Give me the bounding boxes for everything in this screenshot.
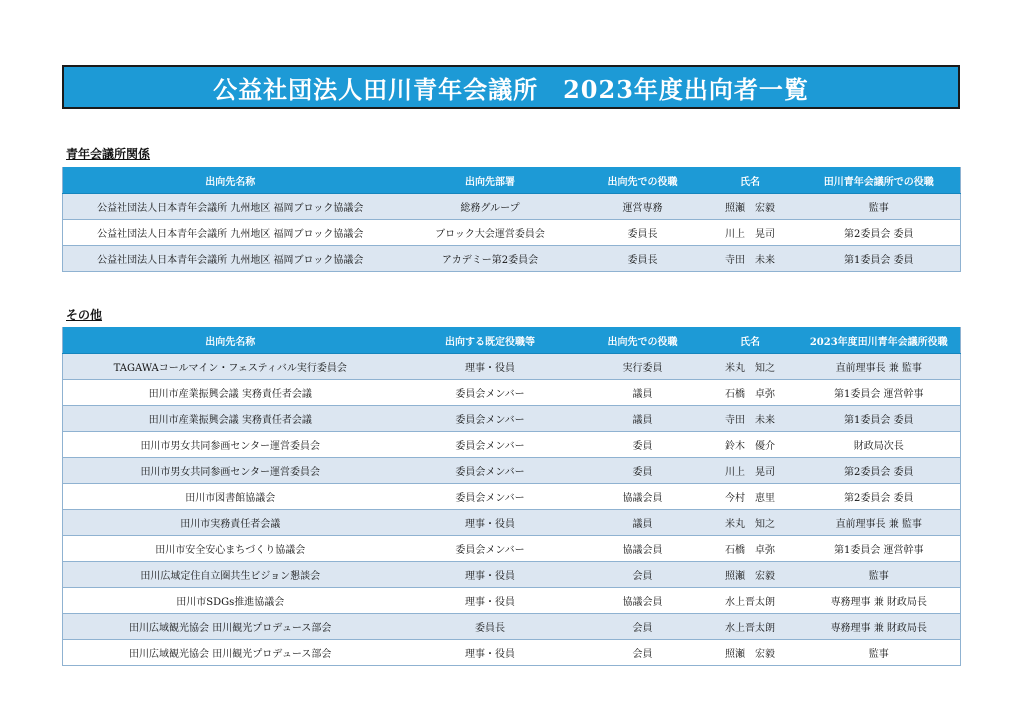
- cell-role: 委員長: [583, 246, 703, 272]
- table-other-assignments: [62, 327, 961, 666]
- cell-org-name: TAGAWAコールマイン・フェスティバル実行委員会: [63, 354, 398, 380]
- cell-department: ブロック大会運営委員会: [398, 220, 583, 246]
- cell-department: 理事・役員: [398, 354, 583, 380]
- cell-role: 実行委員: [583, 354, 703, 380]
- cell-member-name: 水上晋太朗: [703, 614, 798, 640]
- table-row: [63, 194, 961, 220]
- table-row: [63, 484, 961, 510]
- table-header-row: [63, 167, 961, 194]
- cell-jc-role: 第2委員会 委員: [798, 220, 961, 246]
- cell-org-name: 田川市SDGs推進協議会: [63, 588, 398, 614]
- cell-member-name: 照瀬 宏毅: [703, 640, 798, 666]
- cell-member-name: 川上 晃司: [703, 458, 798, 484]
- cell-jc-role: 直前理事長 兼 監事: [798, 510, 961, 536]
- cell-department: 委員会メンバー: [398, 484, 583, 510]
- cell-org-name: 公益社団法人日本青年会議所 九州地区 福岡ブロック協議会: [63, 246, 398, 272]
- cell-member-name: 照瀬 宏毅: [703, 562, 798, 588]
- page-title: 公益社団法人田川青年会議所 2023年度出向者一覧: [62, 65, 960, 109]
- cell-org-name: 田川市男女共同参画センター運営委員会: [63, 458, 398, 484]
- cell-member-name: 寺田 未来: [703, 406, 798, 432]
- cell-jc-role: 監事: [798, 640, 961, 666]
- cell-jc-role: 第1委員会 委員: [798, 246, 961, 272]
- cell-jc-role: 直前理事長 兼 監事: [798, 354, 961, 380]
- cell-org-name: 田川市図書館協議会: [63, 484, 398, 510]
- cell-department: 委員会メンバー: [398, 380, 583, 406]
- table-row: [63, 458, 961, 484]
- cell-org-name: 公益社団法人日本青年会議所 九州地区 福岡ブロック協議会: [63, 194, 398, 220]
- cell-jc-role: 第1委員会 運営幹事: [798, 380, 961, 406]
- cell-jc-role: 第1委員会 運営幹事: [798, 536, 961, 562]
- cell-department: 委員長: [398, 614, 583, 640]
- table-row: [63, 640, 961, 666]
- cell-member-name: 今村 恵里: [703, 484, 798, 510]
- cell-member-name: 米丸 知之: [703, 510, 798, 536]
- column-header-role: 出向先での役職: [583, 327, 703, 354]
- cell-department: 委員会メンバー: [398, 406, 583, 432]
- cell-member-name: 石橋 卓弥: [703, 536, 798, 562]
- cell-org-name: 公益社団法人日本青年会議所 九州地区 福岡ブロック協議会: [63, 220, 398, 246]
- cell-role: 委員長: [583, 220, 703, 246]
- cell-org-name: 田川市安全安心まちづくり協議会: [63, 536, 398, 562]
- cell-department: 理事・役員: [398, 640, 583, 666]
- cell-department: 総務グループ: [398, 194, 583, 220]
- section-title-other: その他: [66, 308, 103, 322]
- cell-org-name: 田川広域観光協会 田川観光プロデュース部会: [63, 640, 398, 666]
- column-header-role: 出向先での役職: [583, 167, 703, 194]
- cell-member-name: 照瀬 宏毅: [703, 194, 798, 220]
- table-row: [63, 536, 961, 562]
- table-row: [63, 246, 961, 272]
- cell-role: 会員: [583, 562, 703, 588]
- table-row: [63, 220, 961, 246]
- cell-role: 協議会員: [583, 588, 703, 614]
- cell-department: 理事・役員: [398, 562, 583, 588]
- table-row: [63, 562, 961, 588]
- cell-jc-role: 第1委員会 委員: [798, 406, 961, 432]
- cell-department: 委員会メンバー: [398, 536, 583, 562]
- cell-department: 委員会メンバー: [398, 458, 583, 484]
- table-row: [63, 614, 961, 640]
- table-jc-assignments: [62, 167, 961, 272]
- cell-role: 運営専務: [583, 194, 703, 220]
- cell-role: 議員: [583, 406, 703, 432]
- cell-jc-role: 監事: [798, 194, 961, 220]
- column-header-jc-role: 2023年度田川青年会議所役職: [798, 327, 961, 354]
- column-header-department: 出向先部署: [398, 167, 583, 194]
- cell-org-name: 田川市産業振興会議 実務責任者会議: [63, 406, 398, 432]
- column-header-jc-role: 田川青年会議所での役職: [798, 167, 961, 194]
- table-row: [63, 406, 961, 432]
- cell-role: 委員: [583, 458, 703, 484]
- cell-org-name: 田川市実務責任者会議: [63, 510, 398, 536]
- cell-department: 理事・役員: [398, 588, 583, 614]
- table-row: [63, 432, 961, 458]
- table-header-row: [63, 327, 961, 354]
- column-header-org-name: 出向先名称: [63, 167, 398, 194]
- cell-org-name: 田川広域定住自立圏共生ビジョン懇談会: [63, 562, 398, 588]
- cell-jc-role: 監事: [798, 562, 961, 588]
- column-header-member-name: 氏名: [703, 167, 798, 194]
- column-header-org-name: 出向先名称: [63, 327, 398, 354]
- column-header-department: 出向する既定役職等: [398, 327, 583, 354]
- section-title-jc: 青年会議所関係: [66, 147, 151, 161]
- cell-member-name: 水上晋太朗: [703, 588, 798, 614]
- cell-jc-role: 第2委員会 委員: [798, 458, 961, 484]
- cell-department: 理事・役員: [398, 510, 583, 536]
- cell-member-name: 鈴木 優介: [703, 432, 798, 458]
- cell-department: 委員会メンバー: [398, 432, 583, 458]
- cell-role: 議員: [583, 380, 703, 406]
- cell-role: 会員: [583, 614, 703, 640]
- cell-jc-role: 専務理事 兼 財政局長: [798, 614, 961, 640]
- cell-jc-role: 財政局次長: [798, 432, 961, 458]
- cell-role: 協議会員: [583, 484, 703, 510]
- cell-role: 議員: [583, 510, 703, 536]
- cell-jc-role: 第2委員会 委員: [798, 484, 961, 510]
- column-header-member-name: 氏名: [703, 327, 798, 354]
- cell-role: 協議会員: [583, 536, 703, 562]
- cell-member-name: 川上 晃司: [703, 220, 798, 246]
- cell-org-name: 田川市男女共同参画センター運営委員会: [63, 432, 398, 458]
- cell-department: アカデミー第2委員会: [398, 246, 583, 272]
- cell-org-name: 田川市産業振興会議 実務責任者会議: [63, 380, 398, 406]
- cell-org-name: 田川広域観光協会 田川観光プロデュース部会: [63, 614, 398, 640]
- table-row: [63, 380, 961, 406]
- table-row: [63, 510, 961, 536]
- cell-jc-role: 専務理事 兼 財政局長: [798, 588, 961, 614]
- table-row: [63, 588, 961, 614]
- cell-role: 会員: [583, 640, 703, 666]
- table-row: [63, 354, 961, 380]
- cell-member-name: 石橋 卓弥: [703, 380, 798, 406]
- cell-role: 委員: [583, 432, 703, 458]
- cell-member-name: 寺田 未来: [703, 246, 798, 272]
- cell-member-name: 米丸 知之: [703, 354, 798, 380]
